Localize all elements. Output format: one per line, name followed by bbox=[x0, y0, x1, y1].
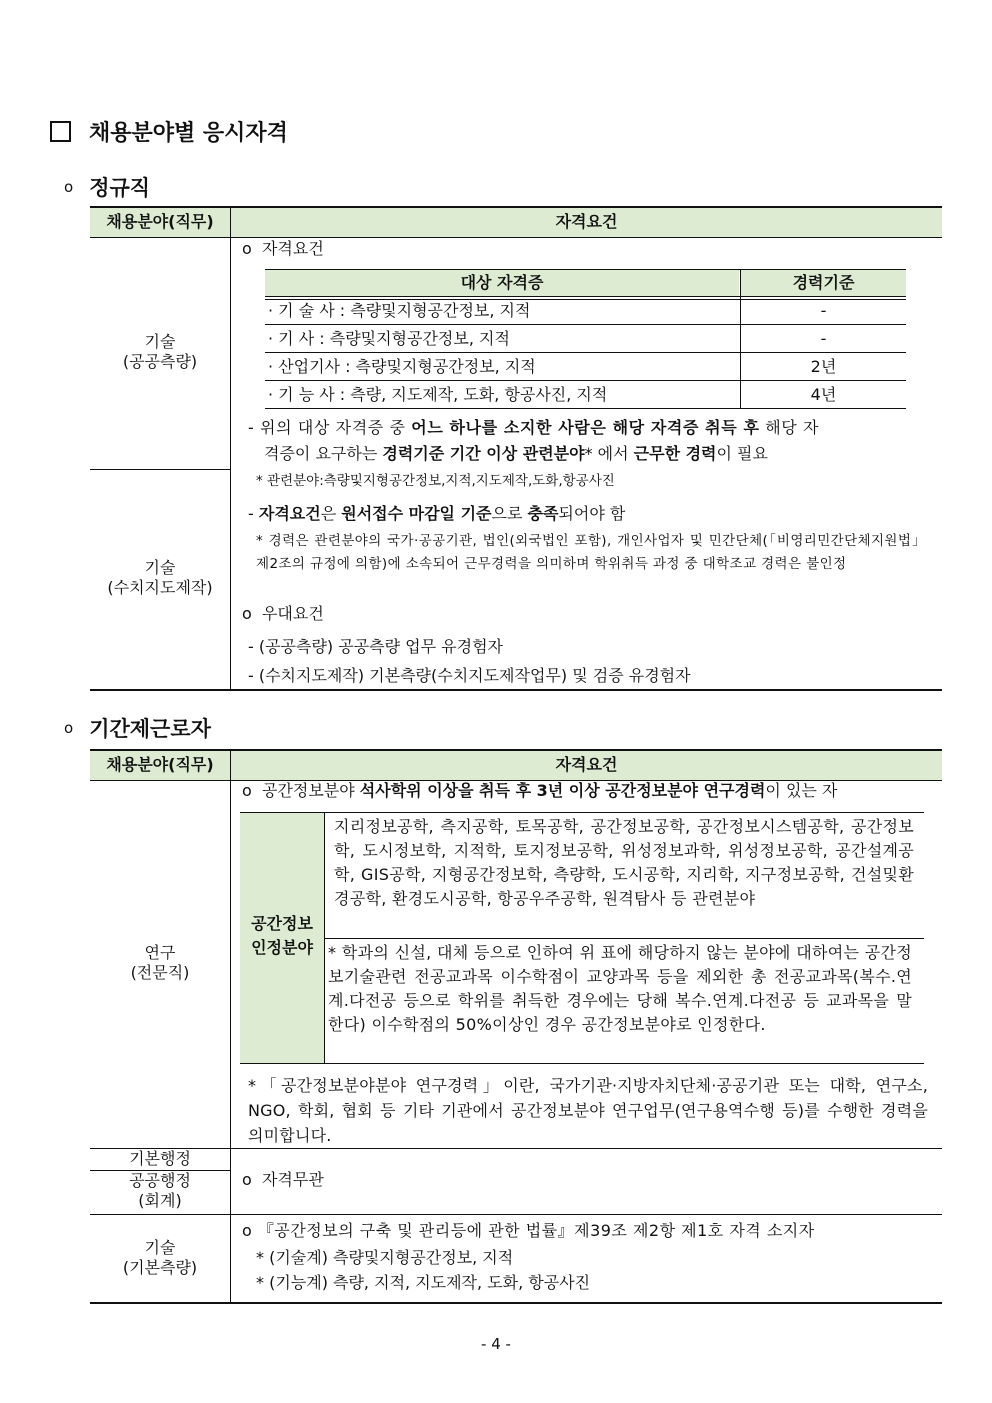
recognized-label: 공간정보 인정분야 bbox=[251, 914, 313, 957]
req-label: o 자격요건 bbox=[242, 239, 324, 258]
page-number: - 4 - bbox=[481, 1335, 511, 1353]
related-field-note: * 관련분야:측량및지형공간정보,지적,지도제작,도화,항공사진 bbox=[256, 473, 615, 489]
tech-note: * (기술계) 측량및지형공간정보, 지적 bbox=[256, 1248, 514, 1267]
checkbox-square-icon bbox=[50, 121, 71, 142]
deadline-note: - 자격요건은 원서접수 마감일 기준으로 충족되어야 함 bbox=[248, 504, 626, 523]
field-research: 연구 (전문직) bbox=[130, 943, 190, 982]
admin-req: o 자격무관 bbox=[242, 1170, 324, 1189]
tech-note: * (기능계) 측량, 지적, 지도제작, 도화, 항공사진 bbox=[256, 1273, 591, 1292]
regular-heading: o 정규직 bbox=[64, 176, 151, 200]
contract-heading: o 기간제근로자 bbox=[64, 717, 211, 741]
col-header-req: 자격요건 bbox=[231, 750, 942, 780]
exp-col-header: 경력기준 bbox=[741, 270, 906, 296]
cert-row: · 산업기사 : 측량및지형공간정보, 지적 bbox=[268, 357, 536, 376]
col-header-field: 채용분야(직무) bbox=[90, 750, 230, 780]
field-basic-admin: 기본행정 bbox=[129, 1149, 191, 1168]
pref-item: - (공공측량) 공공측량 업무 유경험자 bbox=[248, 637, 503, 656]
exp-cell: 4년 bbox=[810, 385, 837, 404]
field-public-admin: 공공행정 (회계) bbox=[129, 1171, 191, 1210]
career-note: *「공간정보분야분야 연구경력」이란, 국가기관·지방자치단체·공공기관 또는 대학, 연구소, NGO, 학회, 협회 등 기타 기관에서 공간정보분야 연구업무(연구용역수행 등)를 수행한 경력을 의미합니다. bbox=[248, 1076, 928, 1145]
cert-row: · 기 능 사 : 측량, 지도제작, 도화, 항공사진, 지적 bbox=[268, 385, 608, 404]
cert-col-header: 대상 자격증 bbox=[265, 270, 739, 296]
recognized-list: 지리정보공학, 측지공학, 토목공학, 공간정보공학, 공간정보시스템공학, 공간정보학, 도시정보학, 지적학, 토지정보공학, 위성정보과학, 위성정보공학, 공간설계공학, GIS공학, 지형공간정보학, 측량학, 도시공학, 지리학, 지구정보공학, 건설및환경공학, 환경도시공학, 항공우주공학, 원격탐사 등 관련분야 bbox=[334, 817, 914, 908]
section-title: 채용분야별 응시자격 bbox=[50, 116, 288, 147]
col-header-req: 자격요건 bbox=[231, 207, 942, 237]
cert-note-line1: - 위의 대상 자격증 중 어느 하나를 소지한 사람은 해당 자격증 취득 후 해당 자 bbox=[248, 418, 820, 437]
cert-row: · 기 사 : 측량및지형공간정보, 지적 bbox=[268, 329, 510, 348]
bullet-o-icon: o bbox=[64, 719, 74, 737]
pref-item: - (수치지도제작) 기본측량(수치지도제작업무) 및 검증 유경험자 bbox=[248, 666, 691, 685]
bullet-o-icon: o bbox=[64, 178, 74, 196]
cert-note-line2: 격증이 요구하는 경력기준 기간 이상 관련분야* 에서 근무한 경력이 필요 bbox=[264, 444, 768, 463]
research-req: o 공간정보분야 석사학위 이상을 취득 후 3년 이상 공간정보분야 연구경력이 있는 자 bbox=[242, 781, 838, 800]
field-public-survey: 기술 (공공측량) bbox=[122, 332, 198, 371]
exp-cell: 2년 bbox=[810, 357, 837, 376]
field-digital-map: 기술 (수치지도제작) bbox=[107, 558, 213, 597]
career-definition-note: * 경력은 관련분야의 국가·공공기관, 법인(외국법인 포함), 개인사업자 및 민간단체(「비영리민간단체지원법」 제2조의 규정에 의함)에 소속되어 근무경력을 의미하며 학위취득 과정 중 대학조교 경력은 불인정 bbox=[256, 533, 926, 572]
exp-cell: - bbox=[820, 329, 827, 348]
field-basic-survey: 기술 (기본측량) bbox=[122, 1238, 198, 1277]
pref-label: o 우대요건 bbox=[242, 604, 324, 623]
recognized-note: * 학과의 신설, 대체 등으로 인하여 위 표에 해당하지 않는 분야에 대하여는 공간정보기술관련 전공교과목 이수학점이 교양과목 등을 제외한 총 전공교과목(복수.연계.다전공 등으로 학위를 취득한 경우에는 당해 복수.연계.다전공 등 교과목을 말한다) 이수학점의 50%이상인 경우 공간정보분야로 인정한다. bbox=[328, 943, 912, 1034]
tech-req: o 『공간정보의 구축 및 관리등에 관한 법률』제39조 제2항 제1호 자격 소지자 bbox=[242, 1221, 815, 1240]
exp-cell: - bbox=[820, 301, 827, 320]
col-header-field: 채용분야(직무) bbox=[90, 207, 230, 237]
cert-row: · 기 술 사 : 측량및지형공간정보, 지적 bbox=[268, 301, 531, 320]
